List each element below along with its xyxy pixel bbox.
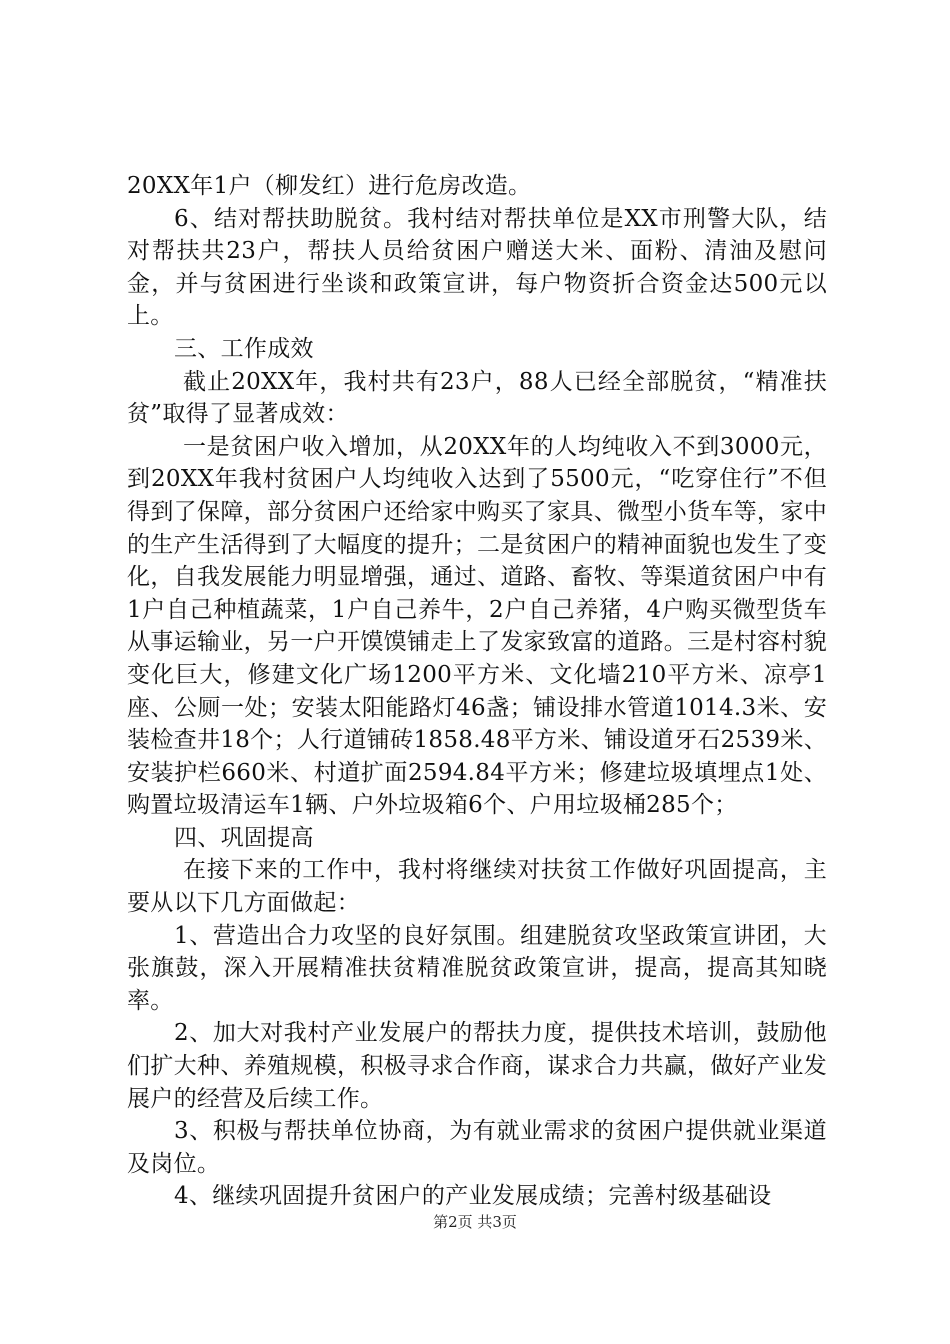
paragraph-5: 一是贫困户收入增加，从20XX年的人均纯收入不到3000元，到20XX年我村贫困户人均纯收入达到了5500元，“吃穿住行”不但得到了保障，部分贫困户还给家中购买了家具、微型小货车等，家中的生产生活得到了大幅度的提升；二是贫困户的精神面貌也发生了变化，自我发展能力明显增强，通过、道路、畜牧、等渠道贫困户中有1户自己种植蔬菜，1户自己养牛，2户自己养猪，4户购买微型货车从事运输业，另一户开馍馍铺走上了发家致富的道路。三是村容村貌变化巨大，修建文化广场1200平方米、文化墙210平方米、凉亭1座、公厕一处；安装太阳能路灯46盏；铺设排水管道1014.3米、安装检查井18个；人行道铺砖1858.48平方米、铺设道牙石2539米、安装护栏660米、村道扩面2594.84平方米；修建垃圾填埋点1处、购置垃圾清运车1辆、户外垃圾箱6个、户用垃圾桶285个；: [127, 433, 827, 819]
paragraph-4: 截止20XX年，我村共有23户，88人已经全部脱贫，“精准扶贫”取得了显著成效：: [127, 368, 827, 428]
paragraph-1: 20XX年1户（柳发红）进行危房改造。: [127, 173, 532, 199]
paragraph-9: 2、加大对我村产业发展户的帮扶力度，提供技术培训，鼓励他们扩大种、养殖规模，积极寻求合作商，谋求合力共赢，做好产业发展户的经营及后续工作。: [127, 1020, 827, 1112]
section-heading-3: 三、工作成效: [174, 335, 314, 362]
page-number-footer: 第2页 共3页: [433, 1213, 517, 1231]
document-body: [127, 170, 827, 1213]
paragraph-2: 6、结对帮扶助脱贫。我村结对帮扶单位是XX市刑警大队，结对帮扶共23户，帮扶人员给贫困户赠送大米、面粉、清油及慰问金，并与贫困进行坐谈和政策宣讲，每户物资折合资金达500元以上。: [127, 205, 827, 330]
paragraph-10: 3、积极与帮扶单位协商，为有就业需求的贫困户提供就业渠道及岗位。: [127, 1118, 827, 1177]
paragraph-8: 1、营造出合力攻坚的良好氛围。组建脱贫攻坚政策宣讲团，大张旗鼓，深入开展精准扶贫精准脱贫政策宣讲，提高，提高其知晓率。: [127, 922, 827, 1014]
paragraph-11: 4、继续巩固提升贫困户的产业发展成绩；完善村级基础设: [174, 1183, 772, 1210]
paragraph-7: 在接下来的工作中，我村将继续对扶贫工作做好巩固提高，主要从以下几方面做起：: [127, 857, 827, 917]
section-heading-4: 四、巩固提高: [174, 824, 314, 851]
